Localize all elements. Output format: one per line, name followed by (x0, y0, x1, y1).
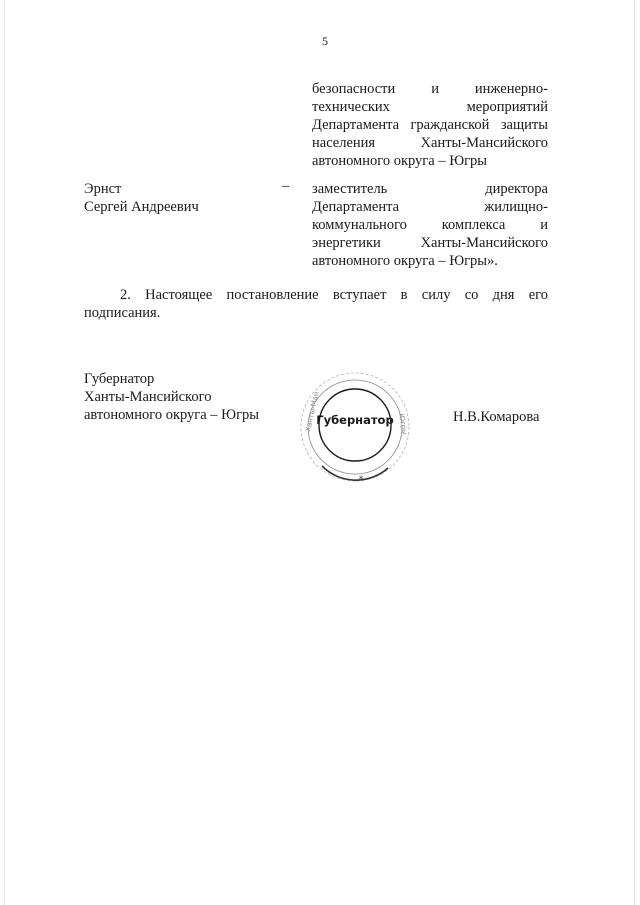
paragraph2-line1 (84, 286, 548, 304)
stamp-star: * (358, 475, 364, 484)
paragraph2-line2: подписания. (84, 305, 161, 321)
entry2-dash: – (282, 178, 290, 194)
word: жилищно- (484, 199, 548, 215)
stamp-ring-text-right: Югры (397, 412, 409, 436)
word: в (400, 287, 408, 303)
word: энергетики (312, 235, 381, 251)
word: 2. (120, 287, 131, 303)
stamp-center-text: Губернатор (316, 413, 394, 427)
entry1-position-line2 (312, 98, 548, 116)
page-edge-right (634, 0, 635, 905)
word: мероприятий (466, 99, 548, 115)
page-edge-left (4, 0, 5, 905)
entry2-position-line1 (312, 180, 548, 198)
word: округа (393, 253, 435, 269)
word: гражданской (410, 117, 490, 133)
word: Югры (449, 153, 488, 169)
signature-title-line2: Ханты-Мансийского (84, 389, 212, 405)
word: Ханты-Мансийского (420, 235, 548, 251)
word: дня (492, 287, 515, 303)
word: Настоящее (145, 287, 213, 303)
word: и (540, 217, 548, 233)
word: Департамента (312, 199, 400, 215)
word: постановление (226, 287, 319, 303)
signature-title-line3: автономного округа – Югры (84, 407, 260, 423)
entry2-position-line2 (312, 198, 548, 216)
word: и (431, 81, 439, 97)
word: вступает (332, 287, 387, 303)
signatory-name: Н.В.Комарова (453, 409, 540, 425)
word: Департамента (312, 117, 400, 133)
word: коммунального (312, 217, 407, 233)
entry1-position-line1 (312, 80, 548, 98)
governor-stamp (298, 370, 412, 484)
entry2-surname: Эрнст (84, 181, 122, 197)
word: защиты (500, 117, 548, 133)
word: комплекса (441, 217, 506, 233)
entry1-position-line3 (312, 116, 548, 134)
word: безопасности (312, 81, 396, 97)
word: инженерно- (474, 81, 548, 97)
entry2-position-line4 (312, 234, 548, 252)
stamp-ring-text-left: Ханты-Ман (304, 390, 321, 433)
word: силу (421, 287, 451, 303)
word: технических (312, 99, 390, 115)
entry1-position-line4 (312, 134, 548, 152)
entry2-position-line5 (312, 252, 498, 270)
word: – (438, 253, 446, 269)
entry2-position-line3 (312, 216, 548, 234)
signature-title-line1: Губернатор (84, 371, 155, 387)
word: его (528, 287, 548, 303)
entry1-position-line5 (312, 152, 487, 170)
page-number: 5 (322, 34, 328, 48)
word: директора (485, 181, 548, 197)
word: – (438, 153, 446, 169)
word: со (464, 287, 479, 303)
word: заместитель (312, 181, 388, 197)
word: автономного (312, 253, 391, 269)
word: Ханты-Мансийского (420, 135, 548, 151)
word: населения (312, 135, 376, 151)
word: Югры». (449, 253, 498, 269)
word: округа (393, 153, 435, 169)
word: автономного (312, 153, 391, 169)
stamp-middle-ring (308, 380, 402, 474)
entry2-given-names: Сергей Андреевич (84, 199, 199, 215)
